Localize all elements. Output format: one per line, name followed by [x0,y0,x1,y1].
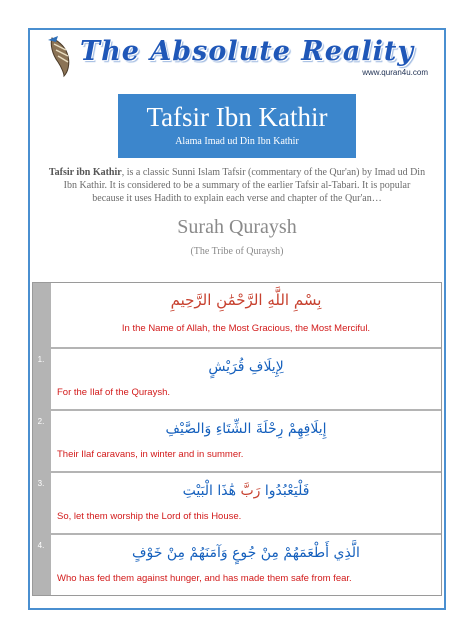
description-bold: Tafsir ibn Kathir [48,167,122,178]
verse-translation: For the Ilaf of the Quraysh. [57,387,170,398]
verse-arabic-end: هَٰذَا الْبَيْتِ [182,483,241,499]
verse-translation: Who has fed them against hunger, and has made them safe from fear. [57,573,352,584]
surah-subtitle: (The Tribe of Quraysh) [190,246,284,257]
row-body [51,283,441,347]
verse-number: 2. [33,411,49,471]
verses-table [32,282,442,596]
title-banner [118,94,356,158]
verse-arabic [51,483,441,499]
verse-arabic: إِيلَافِهِمْ رِحْلَةَ الشِّتَاءِ وَالصَّيْفِ [165,421,327,437]
verse-row-3 [33,473,441,533]
row-body [51,473,441,533]
row-body [51,349,441,409]
verse-arabic: لِإِيلَافِ قُرَيْشٍ [208,359,284,375]
verse-number: 4. [33,535,49,595]
brand-url[interactable]: www.quran4u.com [362,68,428,77]
tafsir-author: Alama Imad ud Din Ibn Kathir [175,136,299,147]
bismillah-translation: In the Name of Allah, the Most Gracious, the Most Merciful. [121,323,371,334]
verse-translation: Their Ilaf caravans, in winter and in summer. [57,449,244,460]
verse-row-4 [33,535,441,595]
description [48,166,426,205]
verse-arabic: الَّذِي أَطْعَمَهُمْ مِنْ جُوعٍ وَآمَنَهُمْ مِنْ خَوْفٍ [132,545,360,561]
bismillah-arabic: بِسْمِ اللَّهِ الرَّحْمَٰنِ الرَّحِيمِ [170,291,322,309]
verse-arabic-highlight: رَبَّ [240,483,261,499]
verse-translation: So, let them worship the Lord of this House. [57,511,242,522]
row-body [51,411,441,471]
tafsir-title: Tafsir Ibn Kathir [146,102,328,132]
verse-number: 1. [33,349,49,409]
header [46,32,428,82]
brand-title: The Absolute Reality [80,36,415,67]
bismillah-row [33,283,441,347]
verse-arabic-start: فَلْيَعْبُدُوا [260,483,310,499]
row-body [51,535,441,595]
description-text: , is a classic Sunni Islam Tafsir (commentary of the Qur'an) by Imad ud Din Ibn Kathir. It is considered to be a summary of the earlier Tafsir al-Tabari. It is popular because it uses Hadith to explain each verse and chapter of the Qur'an… [63,167,426,204]
verse-row-1 [33,349,441,409]
verse-row-2 [33,411,441,471]
surah-title: Surah Quraysh [177,216,297,238]
verse-number: 3. [33,473,49,533]
horn-logo-icon [46,34,76,78]
row-number [33,283,49,347]
